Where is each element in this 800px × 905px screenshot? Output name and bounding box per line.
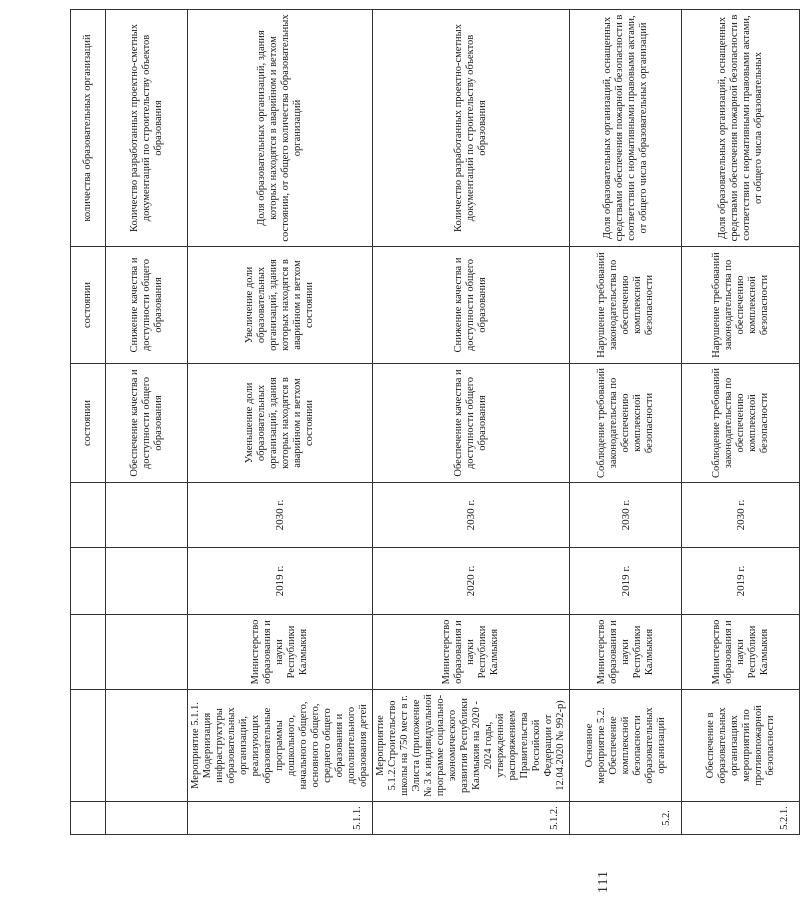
row-number: 5.2.1. [682, 802, 800, 835]
non-implementation-consequence: Снижение качества и доступности общего образования [373, 247, 570, 364]
responsible-executor: Министерство образования и науки Республики Калмыкия [570, 615, 682, 690]
responsible-executor [106, 615, 188, 690]
program-activities-table [70, 9, 800, 835]
expected-result: Соблюдение требований законодательства по обеспечению комплексной безопасности [682, 364, 800, 483]
table-header-row [71, 10, 106, 835]
row-number: 5.2. [570, 802, 682, 835]
header-cell-empty [71, 548, 106, 615]
table-row [106, 10, 188, 835]
related-indicator: Доля образовательных организаций, оснащенных средствами обеспечения пожарной безопасности в соответствии с нормативными правовыми актами, от общего числа образовательных [682, 10, 800, 247]
responsible-executor: Министерство образования и науки Республики Калмыкия [188, 615, 373, 690]
related-indicator: Количество разработанных проектно-сметных документаций по строительству объектов образования [373, 10, 570, 247]
non-implementation-consequence: Снижение качества и доступности общего образования [106, 247, 188, 364]
related-indicator: Доля образовательных организаций, оснащенных средствами обеспечения пожарной безопасности в соответствии с нормативными правовыми актами, от общего числа образовательных организаций [570, 10, 682, 247]
header-cell-empty [71, 690, 106, 802]
header-cell-empty [71, 802, 106, 835]
non-implementation-consequence: Увеличение доли образовательных организаций, здания которых находятся в аварийном и ветхом состоянии [188, 247, 373, 364]
expected-result: Обеспечение качества и доступности общего образования [106, 364, 188, 483]
related-indicator: Количество разработанных проектно-сметных документаций по строительству объектов образования [106, 10, 188, 247]
start-year [106, 548, 188, 615]
end-year: 2030 г. [570, 483, 682, 548]
header-cell-empty [71, 615, 106, 690]
start-year: 2019 г. [188, 548, 373, 615]
end-year: 2030 г. [188, 483, 373, 548]
start-year: 2020 г. [373, 548, 570, 615]
end-year [106, 483, 188, 548]
non-implementation-consequence: Нарушение требований законодательства по обеспечению комплексной безопасности [570, 247, 682, 364]
row-number [106, 802, 188, 835]
expected-result: Соблюдение требований законодательства по обеспечению комплексной безопасности [570, 364, 682, 483]
header-count: количества образовательных организаций [71, 10, 106, 247]
page-number: 111 [596, 870, 611, 893]
start-year: 2019 г. [682, 548, 800, 615]
activity-name: Основное мероприятие 5.2. Обеспечение комплексной безопасности образовательных организаций [570, 690, 682, 802]
activity-name: Мероприятие 5.1.1. Модернизация инфраструктуры образовательных организаций, реализующих образовательные программы дошкольного, начального общего, основного общего, среднего общего образования и дополнительного образования детей [188, 690, 373, 802]
table-row [188, 10, 373, 835]
activity-name: Мероприятие 5.1.2.Строительство школы на 750 мест в г. Элиста (приложение № 3 к индивидуальной программе социально-экономического развития Республики Калмыкия на 2020 - 2024 годы, утвержденной распоряжением Правительства Российской Федерации от 12.04.2020 № 992-р) [373, 690, 570, 802]
end-year: 2030 г. [682, 483, 800, 548]
related-indicator: Доля образовательных организаций, здания которых находятся в аварийном и ветхом состоянии, от общего количества образовательных организаций [188, 10, 373, 247]
responsible-executor: Министерство образования и науки Республики Калмыкия [682, 615, 800, 690]
activity-name: Обеспечение в образовательных организациях мероприятий по противопожарной безопасности [682, 690, 800, 802]
expected-result: Обеспечение качества и доступности общего образования [373, 364, 570, 483]
table-row [570, 10, 682, 835]
responsible-executor: Министерство образования и науки Республики Калмыкия [373, 615, 570, 690]
non-implementation-consequence: Нарушение требований законодательства по обеспечению комплексной безопасности [682, 247, 800, 364]
header-state-positive: состоянии [71, 364, 106, 483]
row-number: 5.1.2. [373, 802, 570, 835]
table-row [373, 10, 570, 835]
header-cell-empty [71, 483, 106, 548]
start-year: 2019 г. [570, 548, 682, 615]
expected-result: Уменьшение доли образовательных организаций, здания которых находятся в аварийном и ветхом состоянии [188, 364, 373, 483]
activity-name [106, 690, 188, 802]
row-number: 5.1.1. [188, 802, 373, 835]
header-state-negative: состоянии [71, 247, 106, 364]
table-row [682, 10, 800, 835]
end-year: 2030 г. [373, 483, 570, 548]
